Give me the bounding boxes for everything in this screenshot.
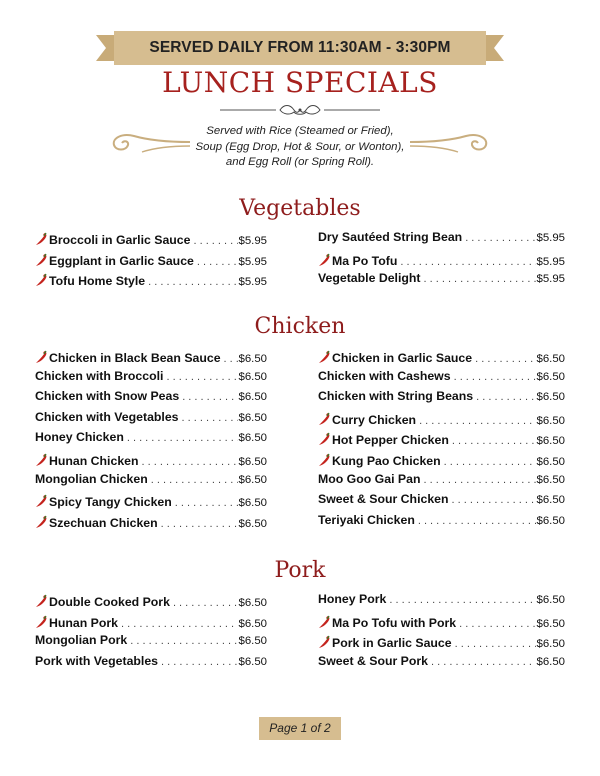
- menu-item-price: $6.50: [238, 370, 267, 383]
- menu-item: [318, 430, 565, 451]
- chili-pepper-icon: [318, 453, 332, 470]
- menu-item-price: $6.50: [238, 455, 267, 468]
- dot-leader: [441, 456, 537, 468]
- menu-item-name: Hot Pepper Chicken: [332, 433, 449, 448]
- menu-item: [318, 633, 565, 654]
- menu-item-name: Honey Chicken: [35, 430, 124, 445]
- menu-item-price: $5.95: [238, 235, 267, 247]
- menu-item-price: $5.95: [536, 273, 565, 286]
- vegetables-left-column: [35, 230, 267, 292]
- menu-item: [35, 654, 267, 675]
- menu-item-name: Szechuan Chicken: [49, 515, 158, 530]
- dot-leader: [421, 273, 537, 285]
- menu-item: [35, 451, 267, 472]
- menu-item-name: Hunan Chicken: [49, 453, 139, 468]
- banner-text: SERVED DAILY FROM 11:30AM - 3:30PM: [149, 39, 451, 56]
- chili-pepper-icon: [35, 350, 49, 367]
- page-indicator: Page 1 of 2: [259, 717, 341, 740]
- pork-right-column: [318, 592, 565, 674]
- menu-item-price: $5.95: [536, 255, 565, 268]
- served-with-line-2: Soup (Egg Drop, Hot & Sour, or Wonton),: [195, 140, 405, 153]
- menu-item-price: $6.50: [238, 411, 267, 424]
- served-with-line-3: and Egg Roll (or Spring Roll).: [225, 156, 375, 168]
- chili-pepper-icon: [318, 253, 332, 270]
- dot-leader: [179, 391, 238, 403]
- dot-leader: [127, 635, 238, 647]
- dot-leader: [456, 618, 536, 630]
- menu-item-name: Broccoli in Garlic Sauce: [49, 233, 191, 247]
- menu-item-price: $6.50: [238, 497, 267, 510]
- dot-leader: [170, 597, 239, 609]
- menu-item-price: $6.50: [536, 414, 565, 427]
- menu-item-price: $6.50: [238, 655, 267, 668]
- menu-item: [35, 513, 267, 534]
- menu-item-price: $6.50: [536, 655, 565, 668]
- dot-leader: [472, 353, 536, 365]
- chili-pepper-icon: [35, 453, 49, 470]
- served-with-note: [150, 124, 450, 171]
- menu-item: [318, 613, 565, 634]
- chili-pepper-icon: [318, 615, 332, 632]
- chili-pepper-icon: [318, 635, 332, 652]
- menu-item-name: Vegetable Delight: [318, 271, 421, 286]
- dot-leader: [428, 656, 536, 668]
- dot-leader: [172, 497, 239, 509]
- menu-item-price: $6.50: [536, 455, 565, 468]
- chili-pepper-icon: [35, 515, 49, 532]
- menu-item-name: Kung Pao Chicken: [332, 453, 441, 468]
- menu-item-price: $6.50: [536, 473, 565, 486]
- menu-item: [318, 251, 565, 272]
- dot-leader: [452, 638, 537, 650]
- menu-item: [318, 592, 565, 613]
- menu-item-price: $5.95: [536, 232, 565, 244]
- menu-item-price: $6.50: [536, 638, 565, 651]
- menu-item-price: $6.50: [238, 517, 267, 530]
- menu-item: [318, 492, 565, 513]
- menu-item-price: $6.50: [238, 597, 267, 609]
- menu-item-name: Mongolian Chicken: [35, 471, 148, 486]
- menu-item-name: Double Cooked Pork: [49, 595, 170, 609]
- dot-leader: [416, 415, 536, 427]
- chili-pepper-icon: [35, 494, 49, 511]
- menu-item: [35, 271, 267, 292]
- dot-leader: [397, 256, 536, 268]
- menu-item-price: $6.50: [238, 635, 267, 648]
- menu-item: [35, 492, 267, 513]
- section-title-vegetables: Vegetables: [239, 196, 361, 221]
- dot-leader: [420, 474, 536, 486]
- menu-item-name: Ma Po Tofu: [332, 253, 398, 268]
- menu-item: [35, 369, 267, 390]
- dot-leader: [145, 276, 238, 288]
- menu-item: [318, 654, 565, 675]
- menu-item-price: $6.50: [536, 435, 565, 448]
- dot-leader: [194, 256, 239, 268]
- menu-item: [35, 251, 267, 272]
- served-with-line-1: Served with Rice (Steamed or Fried),: [206, 125, 394, 137]
- menu-item: [318, 389, 565, 410]
- menu-item: [318, 410, 565, 431]
- dot-leader: [451, 371, 537, 383]
- menu-item-name: Curry Chicken: [332, 412, 417, 427]
- section-title-chicken: Chicken: [254, 314, 346, 339]
- menu-item-name: Sweet & Sour Chicken: [318, 492, 449, 507]
- chili-pepper-icon: [318, 350, 332, 367]
- chili-pepper-icon: [318, 412, 332, 429]
- chili-pepper-icon: [318, 432, 332, 449]
- dot-leader: [163, 371, 238, 383]
- dot-leader: [449, 494, 537, 506]
- menu-item-price: $6.50: [238, 432, 267, 445]
- menu-item-name: Chicken with Vegetables: [35, 409, 179, 424]
- menu-item: [318, 230, 565, 251]
- menu-item: [35, 633, 267, 654]
- menu-item: [318, 348, 565, 369]
- menu-item-name: Sweet & Sour Pork: [318, 653, 429, 668]
- hours-banner: [96, 31, 504, 65]
- menu-item: [35, 592, 267, 613]
- dot-leader: [139, 456, 239, 468]
- menu-item: [35, 430, 267, 451]
- menu-item-price: $5.95: [238, 276, 267, 289]
- chicken-left-column: [35, 348, 267, 533]
- menu-item-name: Pork in Garlic Sauce: [332, 636, 452, 651]
- dot-leader: [148, 474, 239, 486]
- menu-item-price: $6.50: [536, 494, 565, 507]
- dot-leader: [473, 391, 536, 403]
- ornament-divider: [218, 103, 382, 117]
- menu-item-name: Pork with Vegetables: [35, 653, 159, 668]
- menu-item: [35, 472, 267, 493]
- menu-item-name: Chicken with Broccoli: [35, 368, 164, 383]
- menu-item-price: $6.50: [536, 594, 565, 606]
- menu-item-name: Moo Goo Gai Pan: [318, 471, 421, 486]
- dot-leader: [158, 518, 239, 530]
- menu-item-price: $6.50: [238, 391, 267, 404]
- menu-item-name: Ma Po Tofu with Pork: [332, 615, 457, 630]
- menu-item: [318, 451, 565, 472]
- pork-left-column: [35, 592, 267, 674]
- menu-item: [35, 410, 267, 431]
- chili-pepper-icon: [35, 253, 49, 270]
- vegetables-right-column: [318, 230, 565, 292]
- menu-item-name: Mongolian Pork: [35, 633, 128, 648]
- dot-leader: [221, 353, 239, 365]
- dot-leader: [190, 235, 238, 247]
- menu-item-price: $5.95: [238, 255, 267, 268]
- menu-item-price: $6.50: [536, 370, 565, 383]
- dot-leader: [449, 435, 537, 447]
- menu-item: [318, 513, 565, 534]
- dot-leader: [386, 594, 536, 606]
- dot-leader: [124, 432, 239, 444]
- page-title: LUNCH SPECIALS: [162, 66, 438, 99]
- menu-item: [35, 613, 267, 634]
- menu-item-name: Chicken in Black Bean Sauce: [49, 351, 221, 365]
- menu-item-name: Teriyaki Chicken: [318, 512, 415, 527]
- menu-item-price: $6.50: [238, 473, 267, 486]
- menu-item-price: $6.50: [238, 353, 267, 365]
- menu-item-name: Tofu Home Style: [49, 274, 146, 289]
- chili-pepper-icon: [35, 615, 49, 632]
- menu-item-name: Honey Pork: [318, 592, 387, 606]
- menu-item-name: Chicken with Snow Peas: [35, 389, 180, 404]
- menu-item-price: $6.50: [238, 617, 267, 630]
- menu-item: [35, 348, 267, 369]
- chili-pepper-icon: [35, 232, 49, 249]
- menu-item-name: Spicy Tangy Chicken: [49, 495, 172, 510]
- dot-leader: [158, 656, 238, 668]
- dot-leader: [118, 618, 238, 630]
- dot-leader: [415, 515, 537, 527]
- menu-item: [35, 389, 267, 410]
- chili-pepper-icon: [35, 273, 49, 290]
- menu-item-price: $6.50: [536, 353, 565, 365]
- menu-item-name: Eggplant in Garlic Sauce: [49, 253, 194, 268]
- menu-item-price: $6.50: [536, 514, 565, 527]
- dot-leader: [179, 412, 239, 424]
- menu-item-price: $6.50: [536, 391, 565, 404]
- chili-pepper-icon: [35, 594, 49, 611]
- menu-item-name: Chicken in Garlic Sauce: [332, 351, 473, 365]
- menu-item: [318, 472, 565, 493]
- chicken-right-column: [318, 348, 565, 533]
- menu-item-name: Chicken with String Beans: [318, 389, 474, 404]
- menu-item: [318, 271, 565, 292]
- menu-item: [35, 230, 267, 251]
- section-title-pork: Pork: [274, 558, 326, 583]
- dot-leader: [462, 232, 536, 244]
- menu-item: [318, 369, 565, 390]
- menu-item-name: Hunan Pork: [49, 615, 119, 630]
- menu-item-price: $6.50: [536, 617, 565, 630]
- menu-item-name: Chicken with Cashews: [318, 368, 451, 383]
- menu-item-name: Dry Sautéed String Bean: [318, 230, 463, 244]
